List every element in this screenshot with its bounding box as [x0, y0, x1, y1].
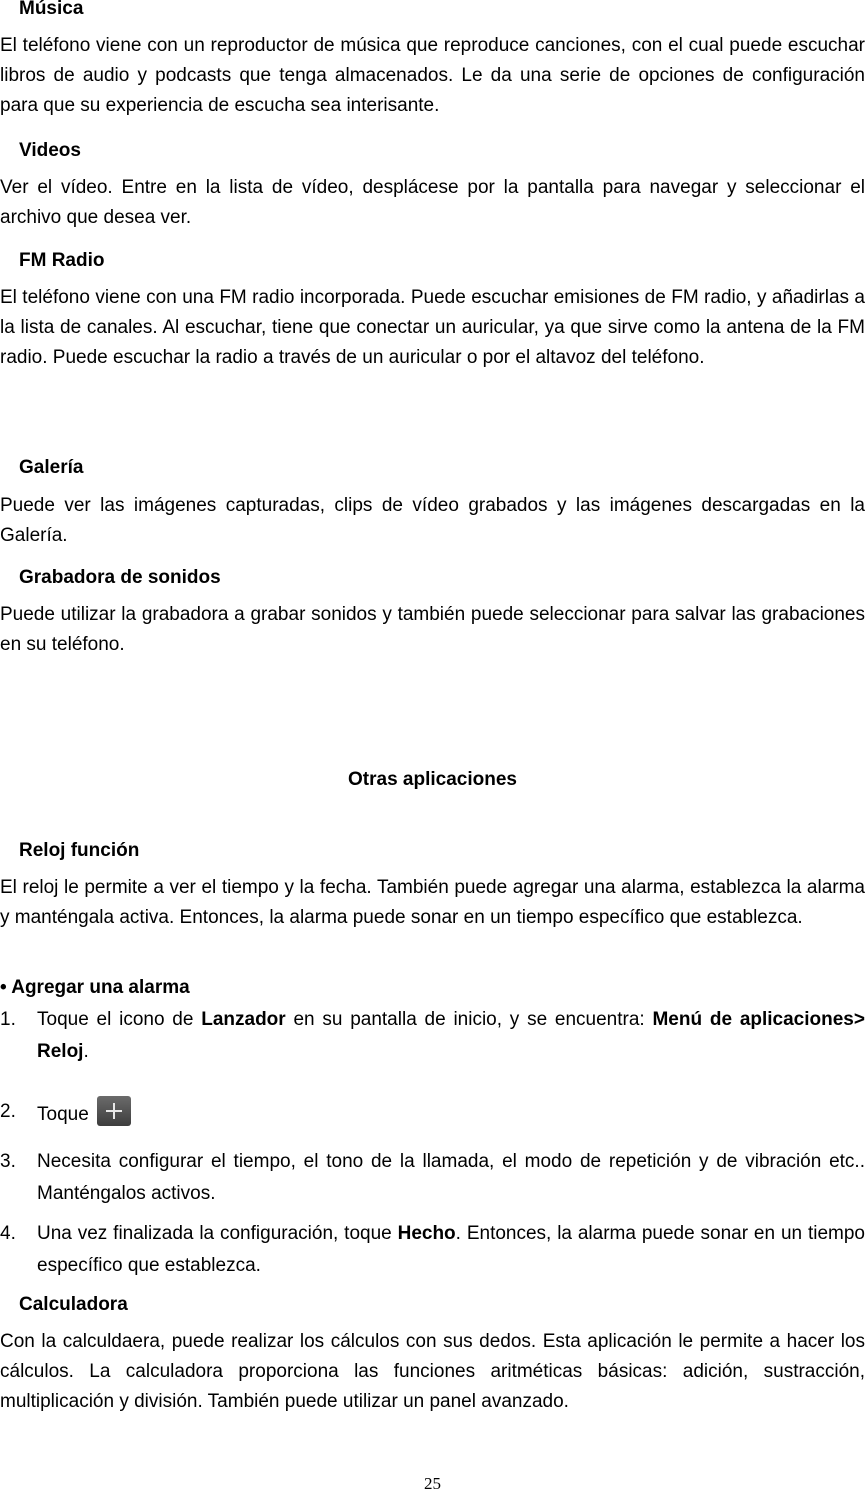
- heading-videos: Videos: [19, 140, 81, 161]
- list-text: Necesita configurar el tiempo, el tono de la llamada, el modo de repetición y de vibración etc.. Manténgalos activos.: [37, 1151, 865, 1204]
- bullet-agregar-alarma: • Agregar una alarma: [0, 977, 190, 998]
- list-text: Toque: [37, 1096, 865, 1131]
- list-number: 3.: [0, 1151, 16, 1172]
- heading-galeria: Galería: [19, 457, 84, 478]
- page-number: 25: [424, 1474, 441, 1493]
- paragraph-galeria: Puede ver las imágenes capturadas, clips de vídeo grabados y las imágenes descargadas en la Galería.: [0, 495, 865, 546]
- list-number: 4.: [0, 1223, 16, 1244]
- list-number: 1.: [0, 1009, 16, 1030]
- plus-icon: [97, 1096, 131, 1126]
- heading-calculadora: Calculadora: [19, 1294, 128, 1315]
- paragraph-fm-radio: El teléfono viene con una FM radio incorporada. Puede escuchar emisiones de FM radio, y añadirlas a la lista de canales. Al escuchar, tiene que conectar un auricular, ya que sirve como la antena de la FM radio. Puede escuchar la radio a través de un auricular o por el altavoz del teléfono.: [0, 287, 865, 368]
- paragraph-musica: El teléfono viene con un reproductor de música que reproduce canciones, con el cual puede escuchar libros de audio y podcasts que tenga almacenados. Le da una serie de opciones de configuración para que su experiencia de escucha sea interisante.: [0, 35, 865, 116]
- paragraph-videos: Ver el vídeo. Entre en la lista de vídeo, desplácese por la pantalla para navegar y seleccionar el archivo que desea ver.: [0, 177, 865, 228]
- list-text: Una vez finalizada la configuración, toque Hecho. Entonces, la alarma puede sonar en un tiempo específico que establezca.: [37, 1223, 865, 1276]
- list-text: Toque el icono de Lanzador en su pantalla de inicio, y se encuentra: Menú de aplicaciones> Reloj.: [37, 1009, 865, 1062]
- paragraph-calculadora: Con la calculdaera, puede realizar los cálculos con sus dedos. Esta aplicación le permite a hacer los cálculos. La calculadora proporciona las funciones aritméticas básicas: adición, sustracción, multiplicación y división. También puede utilizar un panel avanzado.: [0, 1331, 865, 1412]
- paragraph-reloj: El reloj le permite a ver el tiempo y la fecha. También puede agregar una alarma, establezca la alarma y manténgala activa. Entonces, la alarma puede sonar en un tiempo específico que establezca.: [0, 877, 865, 928]
- list-number: 2.: [0, 1101, 16, 1122]
- heading-otras-aplicaciones: Otras aplicaciones: [348, 769, 517, 790]
- heading-musica: Música: [19, 0, 84, 19]
- heading-fm-radio: FM Radio: [19, 250, 105, 271]
- paragraph-grabadora: Puede utilizar la grabadora a grabar sonidos y también puede seleccionar para salvar las grabaciones en su teléfono.: [0, 604, 865, 655]
- heading-reloj: Reloj función: [19, 840, 140, 861]
- heading-grabadora: Grabadora de sonidos: [19, 567, 221, 588]
